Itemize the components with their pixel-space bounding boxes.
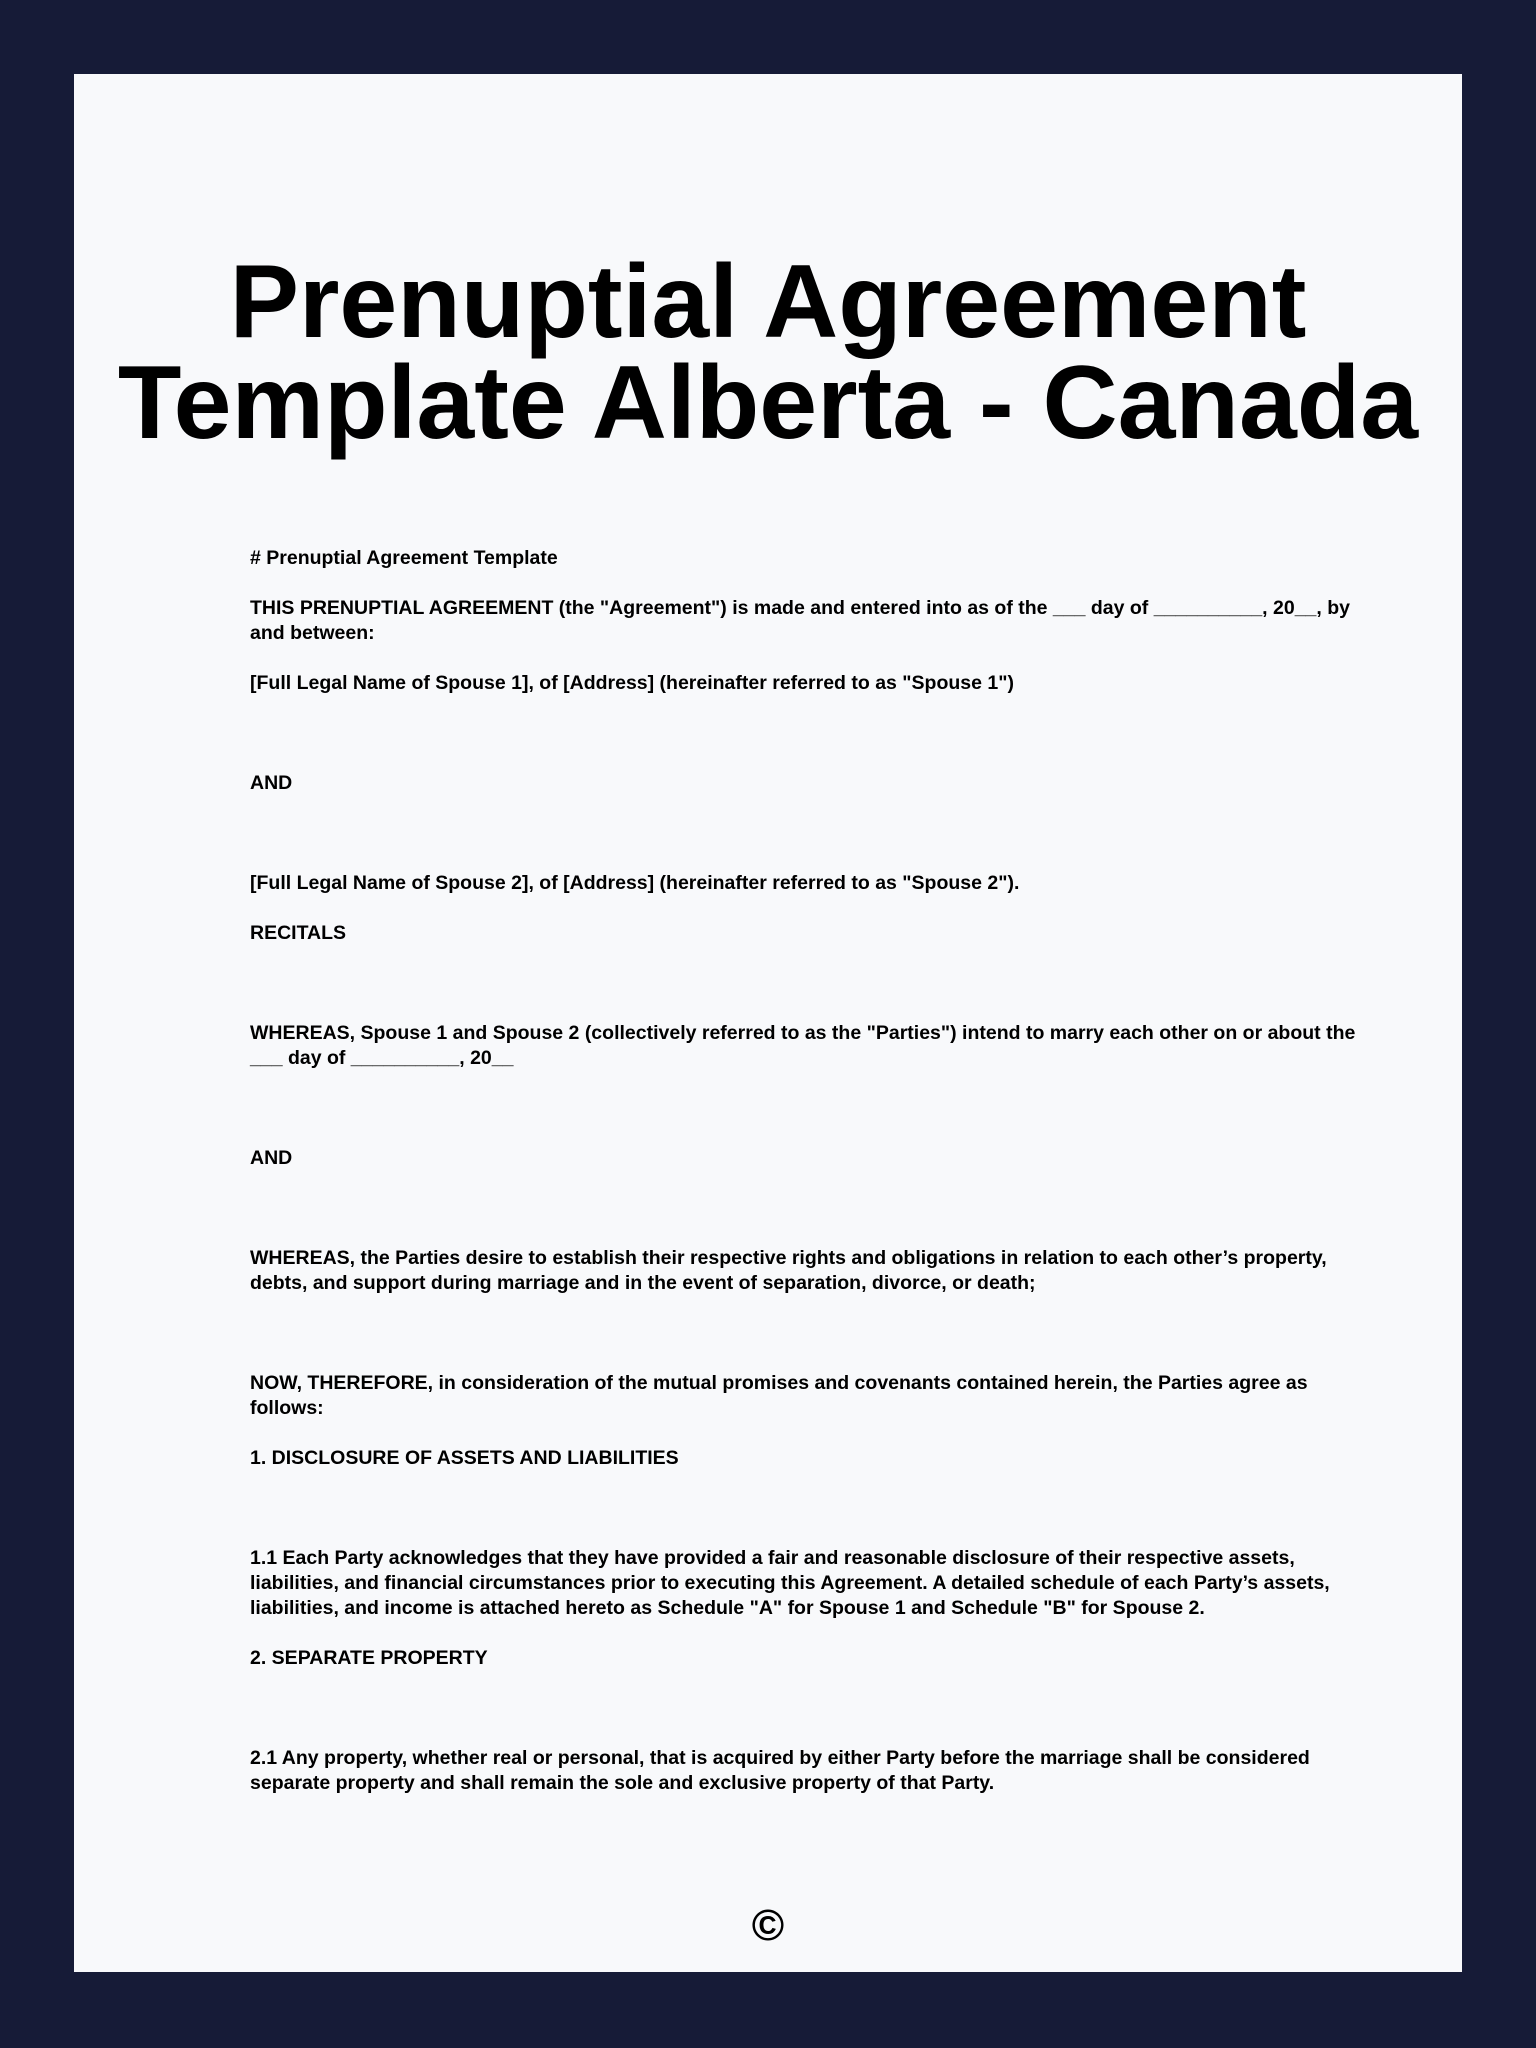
- spouse-2-paragraph: [Full Legal Name of Spouse 2], of [Address] (hereinafter referred to as "Spouse 2").: [250, 872, 1020, 894]
- section-heading-separate-property: 2. SEPARATE PROPERTY: [250, 1647, 488, 1669]
- doc-heading: # Prenuptial Agreement Template: [250, 547, 558, 569]
- page-title: [74, 244, 1462, 461]
- and-separator: AND: [250, 1147, 293, 1169]
- document-page: [74, 74, 1462, 1972]
- title-line-1: Prenuptial Agreement: [229, 244, 1307, 360]
- and-separator: AND: [250, 772, 293, 794]
- now-therefore-paragraph: NOW, THEREFORE, in consideration of the mutual promises and covenants contained herein, the Parties agree as follows:: [250, 1372, 1313, 1419]
- document-body: [250, 546, 1360, 1796]
- spouse-1-paragraph: [Full Legal Name of Spouse 1], of [Address] (hereinafter referred to as "Spouse 1"): [250, 672, 1014, 694]
- title-line-2: Template Alberta - Canada: [117, 345, 1419, 461]
- clause-1-1: 1.1 Each Party acknowledges that they have provided a fair and reasonable disclosure of their respective assets, liabilities, and financial circumstances prior to executing this Agreement. A detailed schedule of each Party’s assets, liabilities, and income is attached hereto as Schedule "A" for Spouse 1 and Schedule "B" for Spouse 2.: [250, 1547, 1336, 1619]
- section-heading-recitals: RECITALS: [250, 922, 347, 944]
- copyright-icon: ©: [751, 1901, 785, 1950]
- intro-paragraph: THIS PRENUPTIAL AGREEMENT (the "Agreement") is made and entered into as of the ___ day of __________, 20__, by and between:: [250, 597, 1356, 644]
- section-heading-disclosure: 1. DISCLOSURE OF ASSETS AND LIABILITIES: [250, 1447, 679, 1469]
- clause-2-1: 2.1 Any property, whether real or personal, that is acquired by either Party before the marriage shall be considered separate property and shall remain the sole and exclusive property of that Party.: [250, 1747, 1316, 1794]
- whereas-marry-paragraph: WHEREAS, Spouse 1 and Spouse 2 (collectively referred to as the "Parties") intend to marry each other on or about the ___ day of __________, 20__: [250, 1022, 1361, 1069]
- whereas-rights-paragraph: WHEREAS, the Parties desire to establish their respective rights and obligations in relation to each other’s property, debts, and support during marriage and in the event of separation, divorce, or death;: [250, 1247, 1333, 1294]
